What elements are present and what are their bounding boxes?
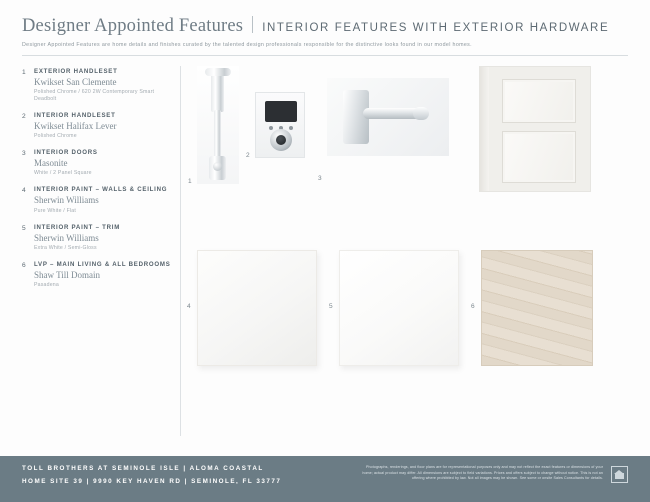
swatch-row-bottom <box>187 250 628 366</box>
list-item <box>22 149 174 177</box>
legend-product-desc: White / 2 Panel Square <box>34 170 92 177</box>
list-item <box>22 112 174 140</box>
footer-legal <box>358 465 628 502</box>
keypad-dot-icon <box>269 126 273 130</box>
keypad-dot-icon <box>289 126 293 130</box>
lvp-flooring-image <box>481 250 593 366</box>
legend-category: LVP – MAIN LIVING & ALL BEDROOMS <box>34 260 171 268</box>
swatch-wall-paint <box>187 250 317 366</box>
swatch-number: 2 <box>246 152 250 159</box>
legend-body <box>34 68 174 103</box>
legend-number: 2 <box>22 113 26 121</box>
legend-category: INTERIOR HANDLESET <box>34 112 116 120</box>
disclaimer-text: Photographs, renderings, and floor plans are for representational purposes only and may not reflect the exact features or dimensions of your home; actual product may differ. All dimensions are subject to field variations. Prices and offers subject to change without notice. This is not an offering where prohibited by law. Not all images may be shown. See some or onsite Sales Consultants for details. <box>362 465 603 481</box>
swatch-smart-deadbolt <box>246 92 305 159</box>
list-item <box>22 224 174 252</box>
legend-body <box>34 112 174 140</box>
legend-product-name: Shaw Till Domain <box>34 269 101 280</box>
trim-paint-image <box>339 250 459 366</box>
handleset-image <box>197 66 239 184</box>
legend-product-name: Masonite <box>34 158 68 169</box>
handleset-shaft-icon <box>214 110 221 162</box>
lever-image <box>327 78 449 156</box>
list-item <box>22 68 174 103</box>
footer-address: HOME SITE 39 | 9990 KEY HAVEN RD | SEMINOLE, FL 33777 <box>22 478 282 485</box>
swatch-lvp-flooring <box>471 250 593 366</box>
legend-product-desc: Extra White / Semi-Gloss <box>34 244 97 251</box>
legend-category: EXTERIOR HANDLESET <box>34 68 118 75</box>
door-lower-panel-icon <box>502 131 576 183</box>
swatch-grid <box>187 66 628 448</box>
swatch-number: 4 <box>187 303 191 310</box>
page-title: Designer Appointed Features <box>22 16 244 36</box>
keypad-knob-icon <box>270 129 292 151</box>
footer-community-name: TOLL BROTHERS AT SEMINOLE ISLE | ALOMA COASTAL <box>22 465 264 472</box>
lever-arm-icon <box>363 108 425 119</box>
title-divider <box>252 16 253 33</box>
legend-number: 6 <box>22 261 26 269</box>
handleset-top-icon <box>205 68 231 76</box>
swatch-number: 6 <box>471 303 475 310</box>
swatch-trim-paint <box>329 250 459 366</box>
legend-body <box>34 224 174 252</box>
legend-number: 5 <box>22 224 26 232</box>
swatch-exterior-handleset <box>188 66 239 185</box>
vertical-divider <box>180 66 181 436</box>
legend-category: INTERIOR PAINT – WALLS & CEILING <box>34 186 168 194</box>
list-item <box>22 261 174 289</box>
swatch-interior-lever <box>318 78 449 182</box>
content-area <box>0 56 650 448</box>
swatch-number: 5 <box>329 303 333 310</box>
legend-category: INTERIOR DOORS <box>34 149 98 157</box>
legend-number: 3 <box>22 150 26 158</box>
page-subtitle-heading: INTERIOR FEATURES WITH EXTERIOR HARDWARE <box>262 22 610 34</box>
legend-category: INTERIOR PAINT – TRIM <box>34 223 121 231</box>
legend-product-desc: Polished Chrome / 620 2W Contemporary Smart Deadbolt <box>34 89 155 103</box>
legend-product-name: Kwikset San Clemente <box>34 77 117 87</box>
handleset-grip-icon <box>211 70 224 112</box>
legend-product-name: Kwikset Halifax Lever <box>34 121 117 132</box>
legend-product-name: Sherwin Williams <box>34 195 99 206</box>
keypad-screen-icon <box>265 101 297 122</box>
legend-number: 1 <box>22 69 26 76</box>
swatch-row-top <box>188 66 628 192</box>
title-row <box>22 14 628 37</box>
page-footer <box>0 456 650 502</box>
door-edge-icon <box>480 67 489 191</box>
door-upper-panel-icon <box>502 79 576 123</box>
handleset-keyhole-icon <box>213 162 222 171</box>
keypad-deadbolt-image <box>255 92 305 158</box>
feature-legend <box>22 66 174 448</box>
legend-product-desc: Pasadena <box>34 281 59 288</box>
wall-paint-image <box>197 250 317 366</box>
footer-community-info <box>22 465 281 502</box>
legend-body <box>34 149 174 177</box>
swatch-number: 3 <box>318 175 322 182</box>
legend-product-desc: Polished Chrome <box>34 133 77 140</box>
swatch-number: 1 <box>188 178 192 185</box>
door-image <box>479 66 591 192</box>
legend-body <box>34 261 174 289</box>
list-item <box>22 186 174 214</box>
swatch-interior-door <box>479 66 591 192</box>
legend-number: 4 <box>22 187 26 195</box>
legend-product-desc: Pure White / Flat <box>34 207 77 214</box>
legend-body <box>34 186 174 214</box>
legend-product-name: Sherwin Williams <box>34 232 99 243</box>
equal-housing-opportunity-icon <box>611 466 628 483</box>
page-header <box>0 0 650 48</box>
page-description: Designer Appointed Features are home details and finishes curated by the talented design professionals responsible for the distinctive looks found in our model homes. <box>22 42 473 48</box>
